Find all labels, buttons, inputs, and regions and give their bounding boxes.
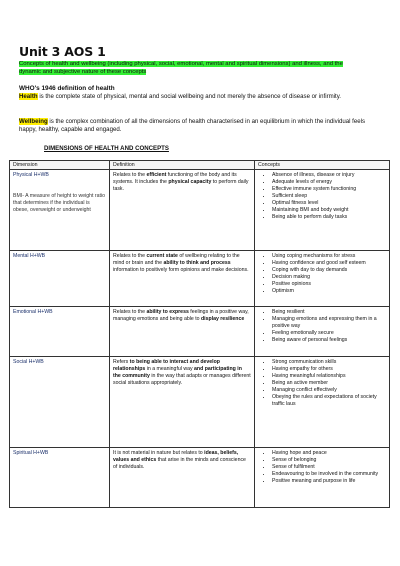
header-concepts: Concepts bbox=[255, 161, 390, 170]
table-row bbox=[10, 170, 390, 251]
concepts-cell bbox=[255, 307, 390, 357]
dimension-cell bbox=[10, 170, 110, 251]
table-row bbox=[10, 251, 390, 307]
wellbeing-definition bbox=[19, 118, 369, 135]
list-item: • Feeling emotionally secure bbox=[272, 330, 386, 337]
definition-text: that arise in the minds and conscience of individuals. bbox=[113, 456, 246, 470]
definition-bold: to being able to interact and develop relationships bbox=[113, 358, 220, 372]
dimension-label: Emotional H+WB bbox=[13, 308, 53, 315]
list-item: • Absence of illness, disease or injury bbox=[272, 172, 386, 179]
definition-text: Relates to the bbox=[113, 308, 147, 315]
dimensions-table bbox=[9, 160, 390, 508]
header-dimension: Dimension bbox=[10, 161, 110, 170]
list-item: • Sense of belonging bbox=[272, 457, 386, 464]
definition-text: Relates to the bbox=[113, 252, 147, 259]
who-heading: WHO's 1946 definition of health bbox=[19, 85, 115, 92]
wellbeing-def-text: is the complex combination of all the dimensions of health characterised in an equilibrium in which the individual feels happy, healthy, capable and engaged. bbox=[19, 118, 366, 134]
list-item: • Managing conflict effectively bbox=[272, 387, 386, 394]
wellbeing-term: Wellbeing bbox=[19, 118, 48, 125]
list-item: • Having hope and peace bbox=[272, 450, 386, 457]
definition-bold: physical capacity bbox=[168, 178, 212, 185]
list-item: • Sufficient sleep bbox=[272, 193, 386, 200]
definition-text: in the way that adapts or manages different social situations appropriately. bbox=[113, 372, 251, 386]
list-item: • Being able to perform daily tasks bbox=[272, 214, 386, 221]
list-item: • Being aware of personal feelings bbox=[272, 337, 386, 344]
section-heading: DIMENSIONS OF HEALTH AND CONCEPTS bbox=[44, 145, 169, 152]
definition-text: feelings in a positive way, managing emotions and being able to bbox=[113, 308, 249, 322]
list-item: • Obeying the rules and expectations of society traffic laus bbox=[272, 394, 386, 408]
definition-bold: and participating in the community bbox=[113, 365, 242, 379]
bmi-note: BMI- A measure of height to weight ratio that determines if the individual is obese, overweight or underweight bbox=[13, 192, 105, 213]
list-item: • Being resilient bbox=[272, 309, 386, 316]
definition-bold: ideas, beliefs, values and ethics bbox=[113, 449, 239, 463]
list-item: • Coping with day to day demands bbox=[272, 267, 386, 274]
definition-cell bbox=[110, 448, 255, 508]
concepts-cell bbox=[255, 448, 390, 508]
list-item: • Endeavouring to be involved in the community bbox=[272, 471, 386, 478]
definition-text: It is not material in nature but relates to bbox=[113, 449, 205, 456]
header-definition: Definition bbox=[110, 161, 255, 170]
dimension-label: Social H+WB bbox=[13, 358, 44, 365]
list-item: • Optimal fitness level bbox=[272, 200, 386, 207]
definition-cell bbox=[110, 170, 255, 251]
definition-text: Relates to the bbox=[113, 171, 147, 178]
dimension-cell bbox=[10, 448, 110, 508]
subtitle bbox=[19, 60, 349, 77]
definition-cell bbox=[110, 251, 255, 307]
dimension-label: Physical H+WB bbox=[13, 171, 49, 178]
table-row bbox=[10, 307, 390, 357]
definition-cell bbox=[110, 307, 255, 357]
list-item: • Decision making bbox=[272, 274, 386, 281]
dimension-label: Mental H+WB bbox=[13, 252, 46, 259]
dimension-cell bbox=[10, 357, 110, 448]
health-term: Health bbox=[19, 93, 38, 100]
definition-bold: display resilience bbox=[200, 315, 245, 322]
list-item: • Positive meaning and purpose in life bbox=[272, 478, 386, 485]
list-item: • Having meaningful relationships bbox=[272, 373, 386, 380]
dimension-cell bbox=[10, 251, 110, 307]
list-item: • Effective immune system functioning bbox=[272, 186, 386, 193]
subtitle-highlight: Concepts of health and wellbeing (including physical, social, emotional, mental and spiritual dimensions) and illness, and the dynamic and subjective nature of these concepts bbox=[19, 61, 343, 76]
concepts-cell bbox=[255, 251, 390, 307]
list-item: • Strong communication skills bbox=[272, 359, 386, 366]
list-item: • Optimism bbox=[272, 288, 386, 295]
definition-bold: ability to express bbox=[146, 308, 189, 315]
page-title: Unit 3 AOS 1 bbox=[19, 44, 106, 59]
list-item: • Managing emotions and expressing them in a positive way bbox=[272, 316, 386, 330]
definition-bold: current state bbox=[146, 252, 178, 259]
list-item: • Using coping mechanisms for stress bbox=[272, 253, 386, 260]
table-row bbox=[10, 448, 390, 508]
list-item: • Being an active member bbox=[272, 380, 386, 387]
definition-text: in a meaningful way bbox=[145, 365, 195, 372]
concepts-cell bbox=[255, 170, 390, 251]
list-item: • Sense of fulfilment bbox=[272, 464, 386, 471]
concepts-cell bbox=[255, 357, 390, 448]
definition-text: Refers bbox=[113, 358, 130, 365]
list-item: • Maintaining BMI and body weight bbox=[272, 207, 386, 214]
health-definition bbox=[19, 93, 369, 101]
table-header-row bbox=[10, 161, 390, 170]
list-item: • Having confidence and good self esteem bbox=[272, 260, 386, 267]
definition-text: information to positively form opinions and make decisions. bbox=[113, 266, 249, 273]
definition-text: of wellbeing relating to the mind or brain and the bbox=[113, 252, 240, 266]
list-item: • Adequate levels of energy bbox=[272, 179, 386, 186]
definition-bold: efficient bbox=[146, 171, 167, 178]
table-row bbox=[10, 357, 390, 448]
definition-cell bbox=[110, 357, 255, 448]
list-item: • Positive opinions bbox=[272, 281, 386, 288]
dimension-label: Spiritual H+WB bbox=[13, 449, 49, 456]
definition-bold: ability to think and process bbox=[163, 259, 231, 266]
dimension-cell bbox=[10, 307, 110, 357]
health-def-text: is the complete state of physical, mental and social wellbeing and not merely the absence of disease or infirmity. bbox=[37, 93, 342, 100]
list-item: • Having empathy for others bbox=[272, 366, 386, 373]
definition-text: functioning of the body and its systems. It includes the bbox=[113, 171, 237, 185]
definition-text: to perform daily task. bbox=[113, 178, 249, 192]
